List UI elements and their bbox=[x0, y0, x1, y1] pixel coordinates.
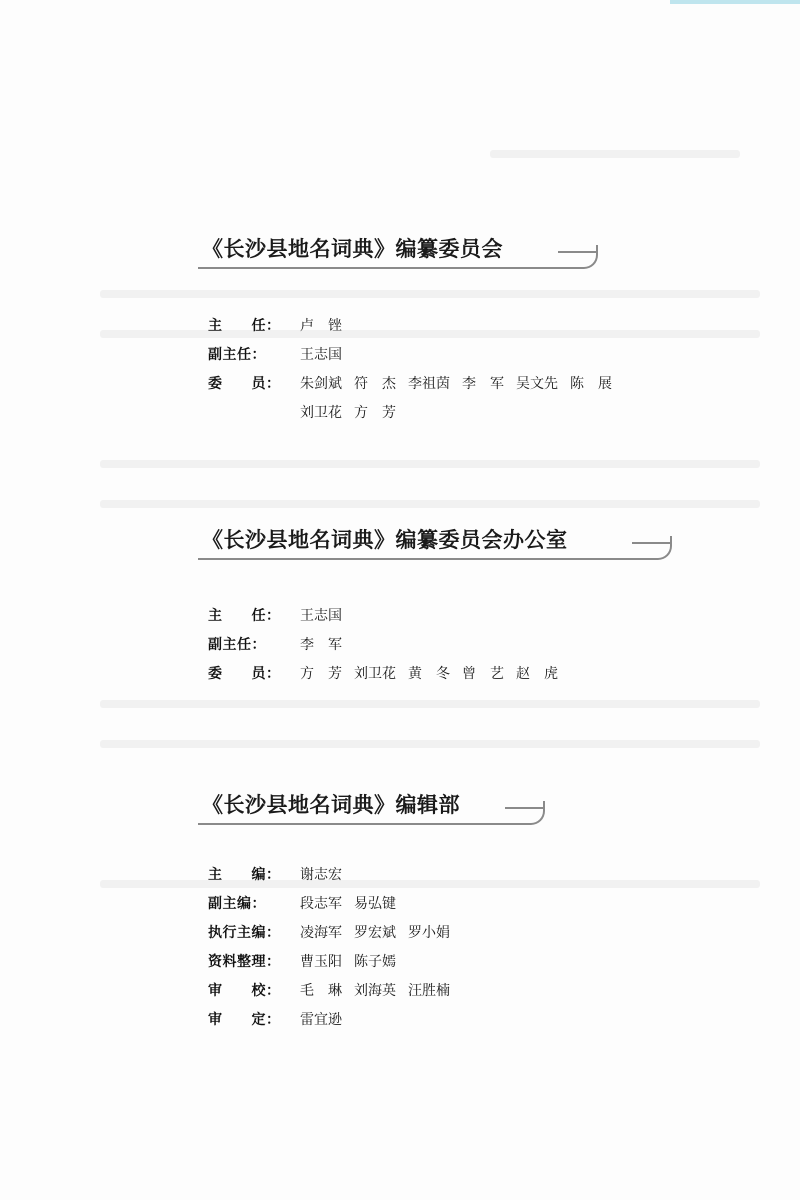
name-group bbox=[300, 981, 660, 1001]
member-name: 汪胜楠 bbox=[408, 983, 450, 999]
name-group bbox=[300, 606, 660, 626]
member-name: 刘卫花 bbox=[354, 666, 396, 682]
bleed-through bbox=[100, 740, 760, 748]
editorial-row bbox=[208, 952, 660, 981]
role-label: 资料整理： bbox=[208, 954, 281, 970]
title-underline bbox=[198, 245, 598, 269]
name-group bbox=[300, 1010, 660, 1030]
editorial-row bbox=[208, 981, 660, 1010]
name-group bbox=[300, 865, 660, 885]
section-title-editorial: 《长沙县地名词典》编辑部 bbox=[202, 792, 460, 817]
member-name: 刘卫花 bbox=[300, 405, 342, 421]
role-label: 委 员： bbox=[208, 376, 281, 392]
member-name: 罗小娟 bbox=[408, 925, 450, 941]
role-label: 副主任： bbox=[208, 347, 266, 363]
bleed-through bbox=[100, 500, 760, 508]
member-name: 雷宜逊 bbox=[300, 1012, 342, 1028]
bleed-through bbox=[100, 290, 760, 298]
office-row bbox=[208, 664, 660, 693]
role-label: 主 任： bbox=[208, 318, 281, 334]
section-title-committee: 《长沙县地名词典》编纂委员会 bbox=[202, 236, 503, 261]
bleed-through bbox=[100, 460, 760, 468]
member-name: 易弘键 bbox=[354, 896, 396, 912]
member-name: 罗宏斌 bbox=[354, 925, 396, 941]
committee-list bbox=[208, 316, 660, 432]
title-underline bbox=[198, 801, 545, 825]
corner-mark bbox=[670, 0, 800, 4]
name-group bbox=[300, 894, 660, 914]
role-label: 主 编： bbox=[208, 867, 281, 883]
title-underline bbox=[198, 536, 672, 560]
member-name: 王志国 bbox=[300, 347, 342, 363]
member-name: 黄 冬 bbox=[408, 666, 450, 682]
member-name: 朱剑斌 bbox=[300, 376, 342, 392]
editorial-list bbox=[208, 865, 660, 1039]
member-name: 方 芳 bbox=[354, 405, 396, 421]
name-group bbox=[300, 664, 660, 684]
bleed-through bbox=[490, 150, 740, 158]
member-name: 曹玉阳 bbox=[300, 954, 342, 970]
office-row bbox=[208, 635, 660, 664]
member-name: 卢 锉 bbox=[300, 318, 342, 334]
member-name: 赵 虎 bbox=[516, 666, 558, 682]
editorial-row bbox=[208, 1010, 660, 1039]
name-group bbox=[300, 635, 660, 655]
name-group bbox=[300, 316, 660, 336]
committee-row bbox=[208, 316, 660, 345]
member-name: 李祖茵 bbox=[408, 376, 450, 392]
member-name: 谢志宏 bbox=[300, 867, 342, 883]
member-name: 段志军 bbox=[300, 896, 342, 912]
member-name: 符 杰 bbox=[354, 376, 396, 392]
member-name: 刘海英 bbox=[354, 983, 396, 999]
member-name: 曾 艺 bbox=[462, 666, 504, 682]
office-row bbox=[208, 606, 660, 635]
role-label: 委 员： bbox=[208, 666, 281, 682]
committee-row bbox=[208, 374, 660, 432]
committee-row bbox=[208, 345, 660, 374]
office-list bbox=[208, 606, 660, 693]
editorial-row bbox=[208, 923, 660, 952]
role-label: 审 校： bbox=[208, 983, 281, 999]
member-name: 吴文先 bbox=[516, 376, 558, 392]
member-name: 陈子嫣 bbox=[354, 954, 396, 970]
name-group bbox=[300, 952, 660, 972]
name-group bbox=[300, 923, 660, 943]
member-name: 王志国 bbox=[300, 608, 342, 624]
member-name: 方 芳 bbox=[300, 666, 342, 682]
editorial-row bbox=[208, 865, 660, 894]
role-label: 主 任： bbox=[208, 608, 281, 624]
role-label: 副主编： bbox=[208, 896, 266, 912]
member-name: 陈 展 bbox=[570, 376, 612, 392]
member-name: 李 军 bbox=[462, 376, 504, 392]
role-label: 执行主编： bbox=[208, 925, 281, 941]
role-label: 副主任： bbox=[208, 637, 266, 653]
role-label: 审 定： bbox=[208, 1012, 281, 1028]
name-group bbox=[300, 345, 660, 365]
editorial-row bbox=[208, 894, 660, 923]
section-title-office: 《长沙县地名词典》编纂委员会办公室 bbox=[202, 527, 568, 552]
member-name: 凌海军 bbox=[300, 925, 342, 941]
member-name: 李 军 bbox=[300, 637, 342, 653]
bleed-through bbox=[100, 700, 760, 708]
name-group bbox=[300, 374, 640, 423]
member-name: 毛 琳 bbox=[300, 983, 342, 999]
